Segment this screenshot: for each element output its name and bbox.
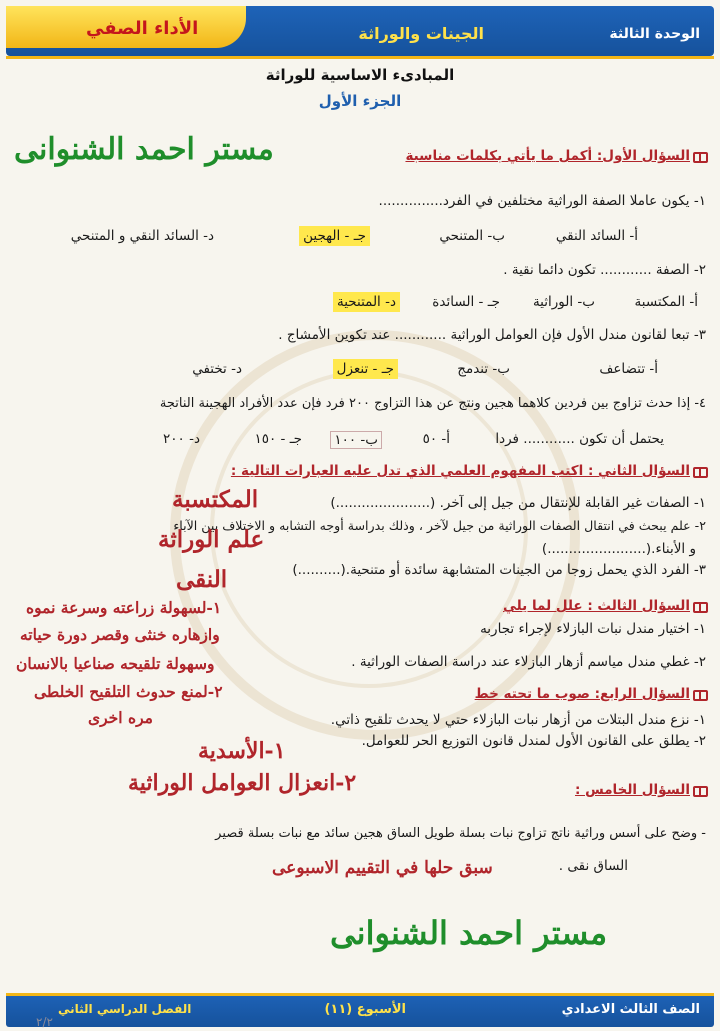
book-icon [693,152,708,163]
q1-2-option-b: ب- الوراثية [532,294,595,310]
q4-answer-2: ٢-انعزال العوامل الوراثية [128,770,357,796]
q3-answer-line-4: ٢-لمنع حدوث التلقيح الخلطى [34,682,223,701]
page-title: المبادىء الاساسية للوراثة [265,66,455,84]
q1-item-3: ٣- تبعا لقانون مندل الأول فإن العوامل الوراثية ............ عند تكوين الأمشاج . [278,327,706,343]
q1-3-option-b: ب- تندمج [457,361,510,377]
q5-heading: السؤال الخامس : [575,782,690,798]
q1-3-option-c: جـ - تنعزل [333,359,398,379]
title-block [0,66,720,110]
q1-4-option-c: جـ - ١٥٠ [254,431,302,447]
term-label: الفصل الدراسي الثاني [58,1002,192,1016]
q2-item-2: ٢- علم يبحث في انتقال الصفات الوراثية من جيل لآخر ، وذلك بدراسة أوجه التشابه و الاختلاف بين الآباء [173,518,706,533]
q4-heading: السؤال الرابع: صوب ما تحته خط [474,686,690,702]
q2-item-3: ٣- الفرد الذي يحمل زوجا من الجينات المتشابهة سائدة أو متنحية.(..........) [292,562,706,578]
q1-4-option-a: أ- ٥٠ [422,431,450,447]
q1-1-option-d: د- السائد النقي و المتنحي [70,228,214,244]
footer-bar [6,993,714,1027]
q1-1-option-b: ب- المتنحي [439,228,505,244]
q1-2-option-a: أ- المكتسبة [634,294,698,310]
page-number: ٢/٢ [36,1015,53,1029]
header-bar [6,6,714,58]
tab-label: الأداء الصفي [86,18,199,39]
q1-2-option-c: جـ - السائدة [432,294,500,310]
q1-3-option-d: د- تختفي [192,361,242,377]
q1-1-option-a: أ- السائد النقي [555,228,638,244]
q4-item-2: ٢- يطلق على القانون الأول لمندل قانون التوزيع الحر للعوامل. [361,733,706,749]
teacher-name-top: مستر احمد الشنوانى [14,132,274,167]
footer-accent-line [6,993,714,996]
q1-heading: السؤال الأول: أكمل ما يأتي بكلمات مناسبة [405,148,690,164]
q1-item-4: ٤- إذا حدث تزاوج بين فردين كلاهما هجين ونتج عن هذا التزاوج ٢٠٠ فرد فإن عدد الأفراد الهجينة الناتجة [159,396,706,411]
book-icon [693,690,708,701]
week-label: الأسبوع (١١) [324,1002,406,1017]
q1-3-option-a: أ- تتضاعف [599,361,658,377]
q1-1-option-c: جـ - الهجين [299,226,370,246]
q3-answer-line-5: مره اخرى [88,708,153,727]
unit-label: الوحدة الثالثة [609,26,700,42]
q2-item-2-cont: و الأبناء.(.......................) [541,541,696,557]
q1-4-option-d: د- ٢٠٠ [163,431,200,447]
teacher-name-bottom: مستر احمد الشنوانى [330,914,608,952]
header-tab [6,6,246,48]
q4-item-1: ١- نزع مندل البتلات من أزهار نبات البازلاء حتي لا يحدث تلقيح ذاتي. [330,712,706,728]
q1-2-option-d: د- المتنحية [333,292,400,312]
header-accent-line [6,56,714,59]
q5-note: سبق حلها في التقييم الاسبوعى [272,858,493,878]
topic-label: الجينات والوراثة [358,24,484,43]
q3-heading: السؤال الثالث : علل لما يلي [503,598,690,614]
grade-label: الصف الثالث الاعدادي [561,1002,700,1017]
q2-item-1: ١- الصفات غير القابلة للإنتقال من جيل إلى آخر. (......................) [330,495,706,511]
q1-item-4-cont: يحتمل أن تكون ............ فردا [495,431,664,447]
book-icon [693,467,708,478]
q3-answer-line-1: ١-لسهولة زراعته وسرعة نموه [26,598,222,617]
q5-text-cont: الساق نقى . [558,858,628,874]
q5-text: - وضح على أسس وراثية ناتج تزاوج نبات بسلة طويل الساق هجين سائد مع نبات بسلة قصير [215,826,706,841]
q1-4-option-b: ب- ١٠٠ [330,431,382,449]
q4-answer-1: ١-الأسدية [198,738,286,764]
q2-answer-3: النقى [176,566,228,593]
q3-answer-line-2: وازهاره خنثى وقصر دورة حياته [20,625,220,644]
page-subtitle: الجزء الأول [318,92,402,110]
book-icon [693,786,708,797]
q1-item-1: ١- يكون عاملا الصفة الوراثية مختلفين في الفرد............... [378,193,706,209]
book-icon [693,602,708,613]
q3-item-2: ٢- غطي مندل مياسم أزهار البازلاء عند دراسة الصفات الوراثية . [351,654,706,670]
q2-answer-2: علم الوراثة [158,526,265,553]
q2-heading: السؤال الثاني : اكتب المفهوم العلمي الذي تدل عليه العبارات التالية : [230,463,690,479]
q1-item-2: ٢- الصفة ............ تكون دائما نقية . [503,262,706,278]
q3-item-1: ١- اختيار مندل نبات البازلاء لإجراء تجاربه [480,621,706,637]
q2-answer-1: المكتسبة [172,486,259,513]
q3-answer-line-3: وسهولة تلقيحه صناعيا بالانسان [16,654,215,673]
